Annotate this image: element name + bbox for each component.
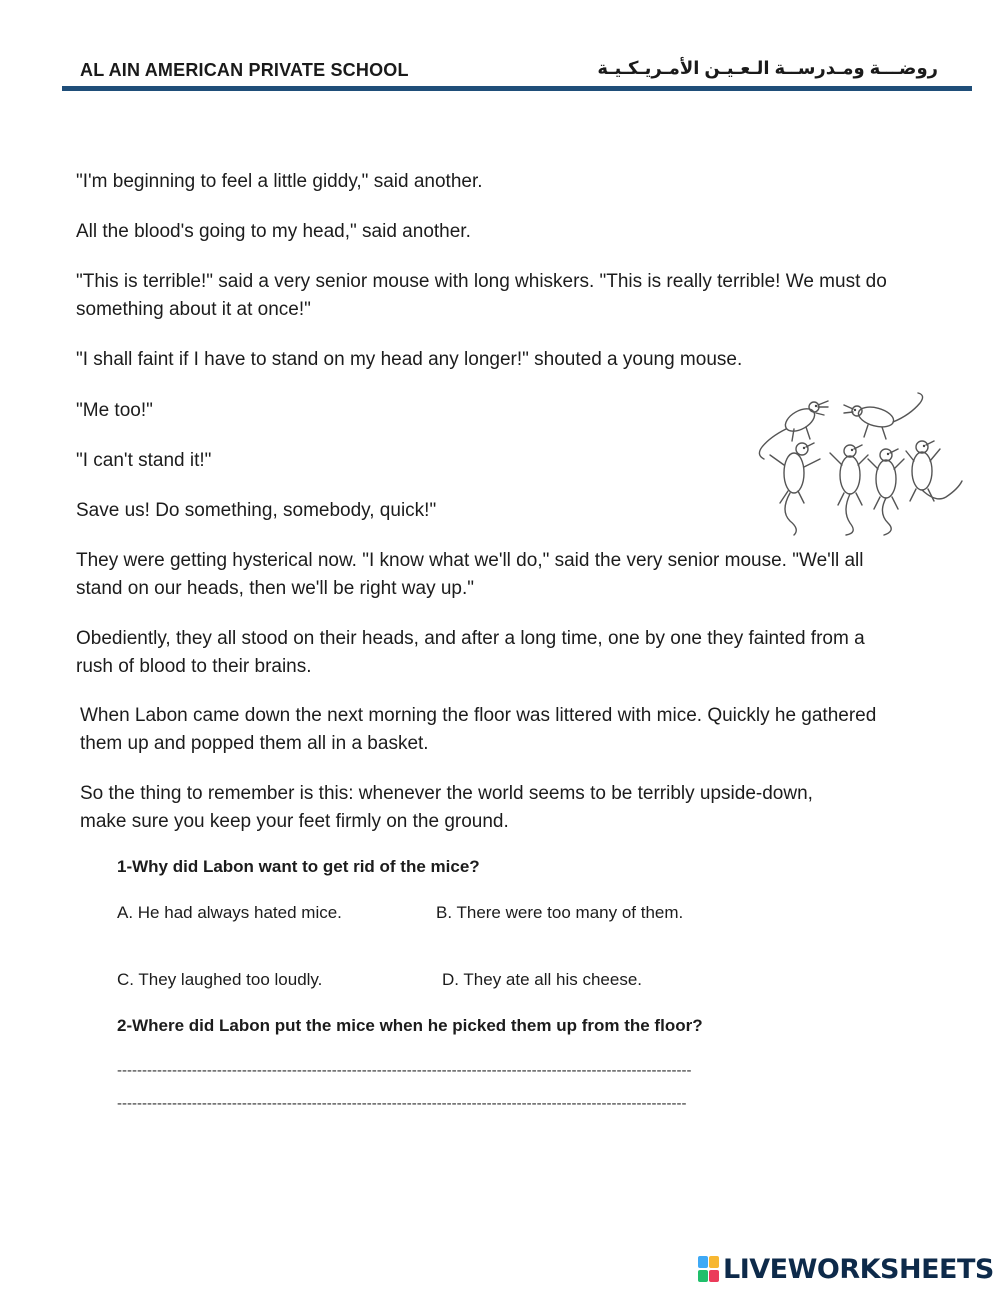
header-divider: [62, 86, 972, 91]
story-paragraph-4: "I shall faint if I have to stand on my head any longer!" shouted a young mouse.: [76, 349, 743, 370]
school-name-english: AL AIN AMERICAN PRIVATE SCHOOL: [80, 60, 409, 80]
story-paragraph-9: Obediently, they all stood on their heads, and after a long time, one by one they fainted from a rush of blood to their brains.: [76, 628, 865, 677]
liveworksheets-logo-icon: [697, 1254, 721, 1284]
story-paragraph-2: All the blood's going to my head," said another.: [76, 221, 471, 242]
story-paragraph-10: When Labon came down the next morning the floor was littered with mice. Quickly he gathered them up and popped them all in a basket.: [80, 705, 877, 754]
question-2-answer-line-2[interactable]: ------------------------------------------------------------------------------------------------------------------: [117, 1095, 687, 1112]
story-paragraph-7: Save us! Do something, somebody, quick!": [76, 500, 437, 521]
question-1-option-d[interactable]: D. They ate all his cheese.: [442, 970, 643, 989]
school-name-arabic: روضـــة ومـدرســة الـعـيـن الأمـريـكـيـة: [597, 58, 938, 78]
question-1-option-c[interactable]: C. They laughed too loudly.: [117, 970, 323, 989]
dancing-mice-illustration: [750, 385, 968, 537]
liveworksheets-logo: [697, 1252, 994, 1286]
story-paragraph-11: So the thing to remember is this: whenever the world seems to be terribly upside-down, make sure you keep your feet firmly on the ground.: [80, 783, 813, 832]
story-paragraph-5: "Me too!": [76, 400, 153, 421]
question-2-answer-line-1[interactable]: -------------------------------------------------------------------------------------------------------------------: [117, 1062, 692, 1079]
story-paragraph-6: "I can't stand it!": [76, 450, 212, 471]
question-1-title: 1-Why did Labon want to get rid of the mice?: [117, 857, 480, 876]
story-paragraph-3: "This is terrible!" said a very senior mouse with long whiskers. "This is really terrible! We must do something about it at once!": [76, 271, 887, 320]
question-1-option-b[interactable]: B. There were too many of them.: [436, 903, 684, 922]
story-paragraph-1: "I'm beginning to feel a little giddy," said another.: [76, 171, 483, 192]
story-paragraph-8: They were getting hysterical now. "I know what we'll do," said the very senior mouse. "We'll all stand on our heads, then we'll be right way up.": [76, 550, 864, 599]
liveworksheets-logo-text: LIVEWORKSHEETS: [723, 1253, 994, 1285]
question-2-title: 2-Where did Labon put the mice when he picked them up from the floor?: [117, 1016, 703, 1035]
question-1-option-a[interactable]: A. He had always hated mice.: [117, 903, 342, 922]
